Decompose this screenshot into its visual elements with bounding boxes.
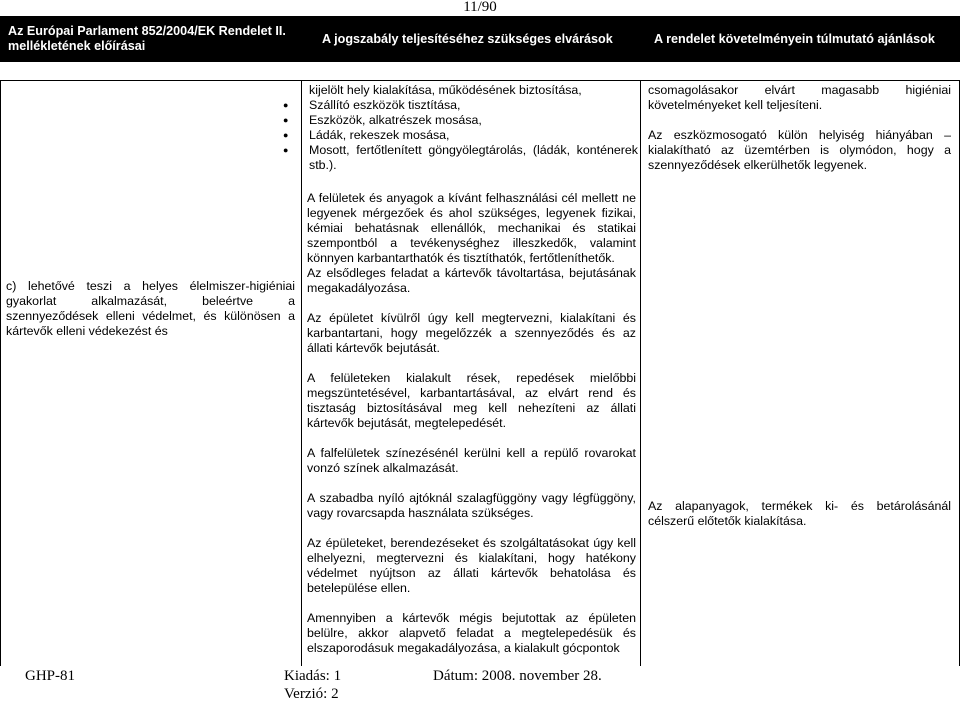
table-header — [0, 16, 960, 62]
paragraph: A felületeken kialakult rések, repedések mielőbbi megszüntetésével, karbantartásával, az elvárt rend és tisztaság biztosításával meg kell nehezíteni az állati kártevők bejutását, megtelepedését. — [307, 371, 636, 430]
paragraph: A felületek és anyagok a kívánt felhasználási cél mellett ne legyenek mérgezőek és ahol szükséges, legyenek fizikai, kémiai behatásnak ellenállók, mechanikai és statikai szempontból a tevékenységhez illeszkedők, valamint könnyen karbantarthatók és tisztíthatók, fertőtleníthetők. — [307, 191, 636, 265]
page-footer — [0, 666, 960, 701]
list-item: ● Mosott, fertőtlenített göngyölegtárolás, (ládák, konténerek stb.). — [309, 143, 638, 173]
column-divider-1 — [301, 80, 302, 670]
header-col-recommendations: A rendelet követelményein túlmutató ajánlások — [654, 31, 935, 46]
paragraph: Az épületeket, berendezéseket és szolgáltatásokat úgy kell elhelyezni, megtervezni és kialakítani, hogy hatékony védelmet nyújtson az állati kártevők behatolása és betelepülése ellen. — [307, 536, 636, 595]
footer-date: Dátum: 2008. november 28. — [433, 668, 602, 684]
row1-expectations-cell — [309, 83, 638, 173]
footer-doc-id: GHP-81 — [25, 668, 76, 684]
paragraph: Az épületet kívülről úgy kell megtervezni, kialakítani és karbantartani, hogy megelőzzék a szennyeződés és az állati kártevők bejutását. — [307, 311, 636, 355]
list-item: kijelölt hely kialakítása, működésének biztosítása, — [309, 83, 582, 97]
column-divider-2 — [640, 80, 641, 670]
list-item: ● Ládák, rekeszek mosása, — [309, 128, 638, 143]
table-left-border — [0, 80, 1, 670]
row1-recommendations-cell — [648, 83, 951, 173]
header-col-requirements: Az Európai Parlament 852/2004/EK Rendelet II. mellékletének előírásai — [8, 24, 286, 53]
paragraph: A szabadba nyíló ajtóknál szalagfüggöny vagy légfüggöny, vagy rovarcsapda használata szükséges. — [307, 491, 636, 520]
row2-recommendations-cell: Az alapanyagok, termékek ki- és betárolásánál célszerű előtetők kialakítása. — [648, 499, 951, 528]
list-item: ● Eszközök, alkatrészek mosása, — [309, 113, 638, 128]
table-top-border — [0, 80, 960, 81]
footer-edition: Kiadás: 1 — [284, 668, 342, 684]
page-number: 11/90 — [463, 0, 497, 15]
row2-requirement-cell: c) lehetővé teszi a helyes élelmiszer-higiéniai gyakorlat alkalmazását, beleértve a szennyeződések elleni védelmet, és különösen a kártevők elleni védekezést és — [6, 279, 295, 338]
header-col-expectations: A jogszabály teljesítéséhez szükséges elvárások — [322, 31, 613, 46]
paragraph: Az eszközmosogató külön helyiség hiányában – kialakítható az üzemtérben is olymódon, hogy a szennyeződések elkerülhetők legyenek. — [648, 128, 951, 172]
paragraph: csomagolásakor elvárt magasabb higiéniai követelményeket kell teljesíteni. — [648, 83, 951, 112]
footer-version: Verzió: 2 — [284, 686, 339, 702]
row2-expectations-cell — [307, 191, 636, 656]
paragraph: A falfelületek színezésénél kerülni kell a repülő rovarokat vonzó színek alkalmazását. — [307, 446, 636, 475]
paragraph: Az elsődleges feladat a kártevők távoltartása, bejutásának megakadályozása. — [307, 266, 636, 295]
list-item: ● Szállító eszközök tisztítása, — [309, 98, 638, 113]
paragraph: Amennyiben a kártevők mégis bejutottak az épületen belülre, akkor alapvető feladat a megtelepedésük és elszaporodásuk megakadályozása, a kialakult gócpontok — [307, 611, 636, 655]
